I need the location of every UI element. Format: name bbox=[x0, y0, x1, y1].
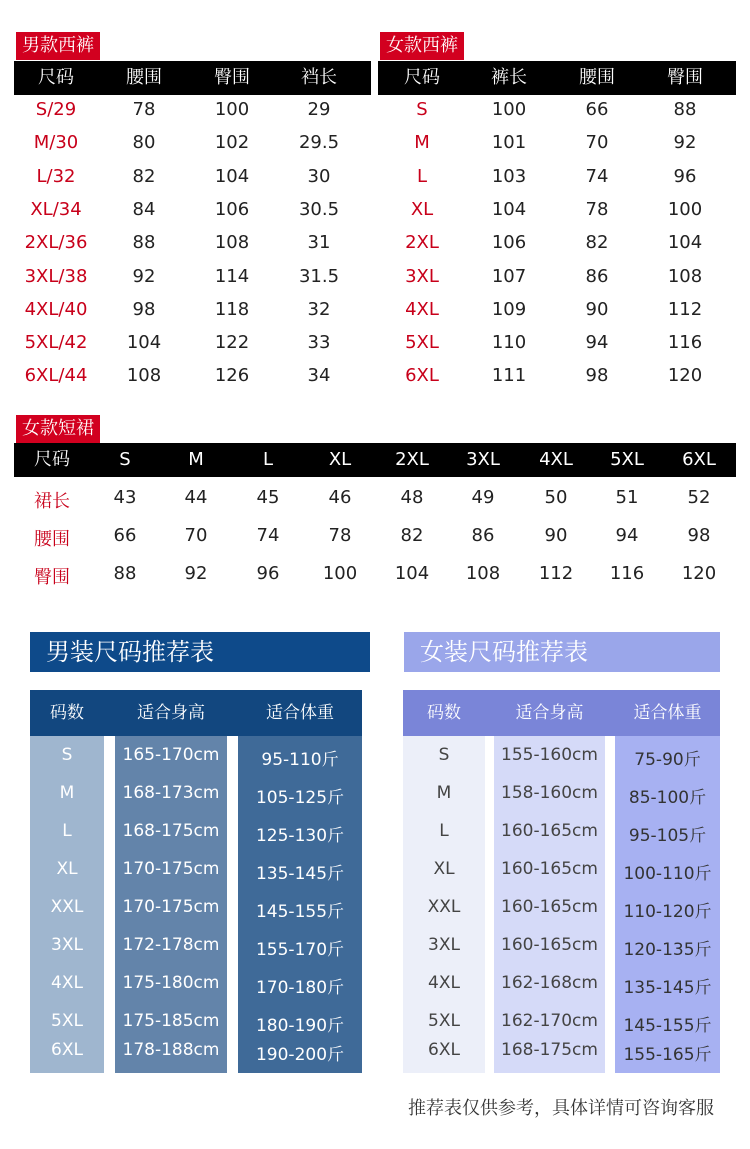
table-cell: 44 bbox=[184, 487, 208, 508]
size-label: L bbox=[439, 821, 449, 841]
table-cell: 85-100斤 bbox=[628, 788, 707, 808]
table-cell: 126 bbox=[214, 365, 250, 387]
size-label: M/30 bbox=[33, 132, 79, 154]
size-label: XXL bbox=[50, 897, 84, 917]
table-cell: 114 bbox=[214, 265, 250, 287]
table-cell: 135-145斤 bbox=[623, 978, 712, 998]
row-label: 裙长 bbox=[34, 491, 70, 512]
size-label: XL bbox=[433, 859, 455, 879]
size-label: 6XL/44 bbox=[24, 365, 88, 387]
table-cell: 168-173cm bbox=[122, 783, 220, 803]
table-cell: 110-120斤 bbox=[623, 902, 712, 922]
table-cell: 108 bbox=[126, 365, 162, 387]
size-label: M bbox=[59, 783, 75, 803]
table-cell: 48 bbox=[400, 487, 424, 508]
table-cell: 94 bbox=[585, 332, 609, 354]
size-label: 5XL bbox=[428, 1011, 460, 1031]
row-label: 腰围 bbox=[34, 529, 70, 550]
size-label: 5XL/42 bbox=[24, 332, 88, 354]
table-cell: 120-135斤 bbox=[623, 940, 712, 960]
table-cell: 90 bbox=[585, 298, 609, 320]
women-pants-body bbox=[378, 95, 736, 395]
size-label: XXL bbox=[427, 897, 461, 917]
size-label: S bbox=[416, 99, 428, 120]
column-header: XL bbox=[328, 449, 352, 470]
column-header: 4XL bbox=[539, 449, 573, 470]
table-cell: 111 bbox=[491, 365, 527, 387]
size-label: L/32 bbox=[36, 165, 76, 187]
size-label: L bbox=[62, 821, 72, 841]
table-cell: 110 bbox=[491, 332, 527, 354]
table-cell: 32 bbox=[307, 298, 331, 320]
table-cell: 120 bbox=[667, 365, 703, 387]
table-cell: 29 bbox=[307, 99, 331, 120]
table-cell: 50 bbox=[544, 487, 568, 508]
table-cell: 109 bbox=[491, 298, 527, 320]
table-cell: 31.5 bbox=[298, 265, 340, 287]
table-cell: 70 bbox=[585, 132, 609, 154]
table-cell: 112 bbox=[538, 563, 574, 584]
table-cell: 45 bbox=[256, 487, 280, 508]
size-label: 4XL bbox=[428, 973, 460, 993]
table-cell: 95-110斤 bbox=[261, 750, 339, 770]
table-cell: 170-175cm bbox=[122, 859, 220, 879]
size-label: 3XL bbox=[428, 935, 460, 955]
table-cell: 90 bbox=[544, 525, 568, 546]
table-cell: 106 bbox=[491, 232, 527, 254]
table-cell: 104 bbox=[667, 232, 703, 254]
size-label: S bbox=[438, 745, 450, 765]
men-pants-header bbox=[14, 61, 371, 95]
table-cell: 104 bbox=[126, 332, 162, 354]
column-header: 臀围 bbox=[667, 67, 703, 88]
table-cell: 43 bbox=[113, 487, 137, 508]
column-header: 码数 bbox=[427, 703, 461, 723]
table-cell: 51 bbox=[615, 487, 639, 508]
table-cell: 101 bbox=[491, 132, 527, 154]
women-rec-panel bbox=[403, 690, 720, 1073]
size-label: 2XL bbox=[405, 232, 439, 254]
column-header: 尺码 bbox=[38, 67, 74, 88]
size-label: M bbox=[436, 783, 452, 803]
size-label: L bbox=[416, 165, 428, 187]
column-header: 裆长 bbox=[301, 67, 337, 88]
column-header: 5XL bbox=[610, 449, 644, 470]
table-cell: 145-155斤 bbox=[255, 902, 345, 922]
table-cell: 165-170cm bbox=[122, 745, 220, 765]
table-cell: 108 bbox=[214, 232, 250, 254]
table-cell: 158-160cm bbox=[501, 783, 598, 803]
size-label: 6XL bbox=[428, 1040, 460, 1060]
table-cell: 31 bbox=[307, 232, 331, 254]
table-cell: 118 bbox=[214, 298, 250, 320]
table-cell: 168-175cm bbox=[501, 1040, 598, 1060]
table-cell: 74 bbox=[585, 165, 609, 187]
table-cell: 107 bbox=[491, 265, 527, 287]
table-cell: 30 bbox=[307, 165, 331, 187]
men-pants-title: 男款西裤 bbox=[16, 32, 100, 60]
table-cell: 94 bbox=[615, 525, 639, 546]
table-cell: 103 bbox=[491, 165, 527, 187]
table-cell: 86 bbox=[585, 265, 609, 287]
column-header: S bbox=[119, 449, 131, 470]
table-cell: 112 bbox=[667, 298, 703, 320]
table-cell: 125-130斤 bbox=[255, 826, 345, 846]
table-cell: 34 bbox=[307, 365, 331, 387]
column-header: 尺码 bbox=[34, 449, 70, 470]
table-cell: 66 bbox=[585, 99, 609, 120]
table-cell: 102 bbox=[214, 132, 250, 154]
table-cell: 116 bbox=[667, 332, 703, 354]
table-cell: 162-168cm bbox=[501, 973, 598, 993]
table-cell: 82 bbox=[132, 165, 156, 187]
table-cell: 30.5 bbox=[298, 198, 340, 220]
table-cell: 105-125斤 bbox=[255, 788, 345, 808]
size-label: 3XL bbox=[51, 935, 83, 955]
table-cell: 92 bbox=[673, 132, 697, 154]
table-cell: 145-155斤 bbox=[623, 1016, 712, 1036]
column-header: 尺码 bbox=[404, 67, 440, 88]
table-cell: 160-165cm bbox=[501, 897, 598, 917]
column-header: 适合身高 bbox=[137, 703, 205, 723]
table-cell: 160-165cm bbox=[501, 859, 598, 879]
row-label: 臀围 bbox=[34, 567, 70, 588]
size-label: 6XL bbox=[51, 1040, 83, 1060]
table-cell: 84 bbox=[132, 198, 156, 220]
table-cell: 98 bbox=[687, 525, 711, 546]
table-cell: 78 bbox=[585, 198, 609, 220]
table-cell: 88 bbox=[132, 232, 156, 254]
women-skirt-title: 女款短裙 bbox=[16, 415, 100, 443]
women-pants-header bbox=[378, 61, 736, 95]
table-cell: 74 bbox=[256, 525, 280, 546]
table-cell: 160-165cm bbox=[501, 821, 598, 841]
size-label: XL bbox=[410, 198, 434, 220]
footer-note: 推荐表仅供参考，具体详情可咨询客服 bbox=[408, 1098, 714, 1119]
column-header: 适合身高 bbox=[515, 703, 584, 723]
column-header: 2XL bbox=[395, 449, 429, 470]
table-cell: 70 bbox=[184, 525, 208, 546]
table-cell: 82 bbox=[585, 232, 609, 254]
size-label: XL/34 bbox=[30, 198, 82, 220]
size-label: 5XL bbox=[51, 1011, 83, 1031]
table-cell: 66 bbox=[113, 525, 137, 546]
table-cell: 104 bbox=[394, 563, 430, 584]
table-cell: 96 bbox=[256, 563, 280, 584]
table-cell: 180-190斤 bbox=[255, 1016, 345, 1036]
table-cell: 88 bbox=[673, 99, 697, 120]
table-cell: 155-165斤 bbox=[623, 1045, 712, 1065]
size-label: 2XL/36 bbox=[24, 232, 88, 254]
size-label: S/29 bbox=[35, 99, 77, 120]
column-header: 3XL bbox=[466, 449, 500, 470]
table-cell: 78 bbox=[328, 525, 352, 546]
table-cell: 98 bbox=[132, 298, 156, 320]
table-cell: 98 bbox=[585, 365, 609, 387]
table-cell: 100-110斤 bbox=[623, 864, 712, 884]
table-cell: 80 bbox=[132, 132, 156, 154]
table-cell: 29.5 bbox=[298, 132, 340, 154]
table-cell: 108 bbox=[667, 265, 703, 287]
column-header: 适合体重 bbox=[633, 703, 702, 723]
column-header: L bbox=[262, 449, 274, 470]
table-cell: 106 bbox=[214, 198, 250, 220]
column-header: 6XL bbox=[682, 449, 716, 470]
table-cell: 52 bbox=[687, 487, 711, 508]
table-cell: 92 bbox=[132, 265, 156, 287]
table-cell: 160-165cm bbox=[501, 935, 598, 955]
size-label: 5XL bbox=[405, 332, 439, 354]
column-header: M bbox=[188, 449, 204, 470]
table-cell: 170-175cm bbox=[122, 897, 220, 917]
women-rec-title: 女装尺码推荐表 bbox=[404, 632, 720, 672]
table-cell: 100 bbox=[214, 99, 250, 120]
table-cell: 92 bbox=[184, 563, 208, 584]
column-header: 裤长 bbox=[491, 67, 527, 88]
table-cell: 175-180cm bbox=[122, 973, 220, 993]
table-cell: 170-180斤 bbox=[255, 978, 345, 998]
women-skirt-body bbox=[14, 477, 736, 595]
table-cell: 75-90斤 bbox=[634, 750, 701, 770]
column-header: 腰围 bbox=[126, 67, 162, 88]
table-cell: 122 bbox=[214, 332, 250, 354]
table-cell: 135-145斤 bbox=[255, 864, 345, 884]
column-header: 臀围 bbox=[214, 67, 250, 88]
table-cell: 116 bbox=[609, 563, 645, 584]
women-skirt-header bbox=[14, 443, 736, 477]
table-cell: 46 bbox=[328, 487, 352, 508]
table-cell: 100 bbox=[491, 99, 527, 120]
table-cell: 155-160cm bbox=[501, 745, 598, 765]
size-label: XL bbox=[56, 859, 78, 879]
table-cell: 155-170斤 bbox=[255, 940, 345, 960]
size-label: 4XL/40 bbox=[24, 298, 88, 320]
column-header: 腰围 bbox=[579, 67, 615, 88]
table-cell: 86 bbox=[471, 525, 495, 546]
table-cell: 175-185cm bbox=[122, 1011, 220, 1031]
table-cell: 178-188cm bbox=[122, 1040, 220, 1060]
table-cell: 104 bbox=[214, 165, 250, 187]
size-label: S bbox=[61, 745, 73, 765]
size-label: 4XL bbox=[51, 973, 83, 993]
table-cell: 120 bbox=[681, 563, 717, 584]
men-pants-body bbox=[14, 95, 371, 395]
table-cell: 96 bbox=[673, 165, 697, 187]
size-label: 4XL bbox=[405, 298, 439, 320]
table-cell: 100 bbox=[322, 563, 358, 584]
table-cell: 108 bbox=[465, 563, 501, 584]
size-label: 6XL bbox=[405, 365, 439, 387]
column-header: 适合体重 bbox=[266, 703, 334, 723]
size-label: 3XL/38 bbox=[24, 265, 88, 287]
men-rec-panel bbox=[30, 690, 362, 1073]
table-cell: 162-170cm bbox=[501, 1011, 598, 1031]
men-rec-title: 男装尺码推荐表 bbox=[30, 632, 370, 672]
column-header: 码数 bbox=[50, 703, 84, 723]
size-label: M bbox=[414, 132, 430, 154]
table-cell: 100 bbox=[667, 198, 703, 220]
table-cell: 190-200斤 bbox=[255, 1045, 345, 1065]
table-cell: 95-105斤 bbox=[628, 826, 707, 846]
table-cell: 88 bbox=[113, 563, 137, 584]
size-label: 3XL bbox=[405, 265, 439, 287]
table-cell: 78 bbox=[132, 99, 156, 120]
table-cell: 82 bbox=[400, 525, 424, 546]
table-cell: 168-175cm bbox=[122, 821, 220, 841]
table-cell: 49 bbox=[471, 487, 495, 508]
women-pants-title: 女款西裤 bbox=[380, 32, 464, 60]
table-cell: 33 bbox=[307, 332, 331, 354]
table-cell: 104 bbox=[491, 198, 527, 220]
table-cell: 172-178cm bbox=[122, 935, 220, 955]
